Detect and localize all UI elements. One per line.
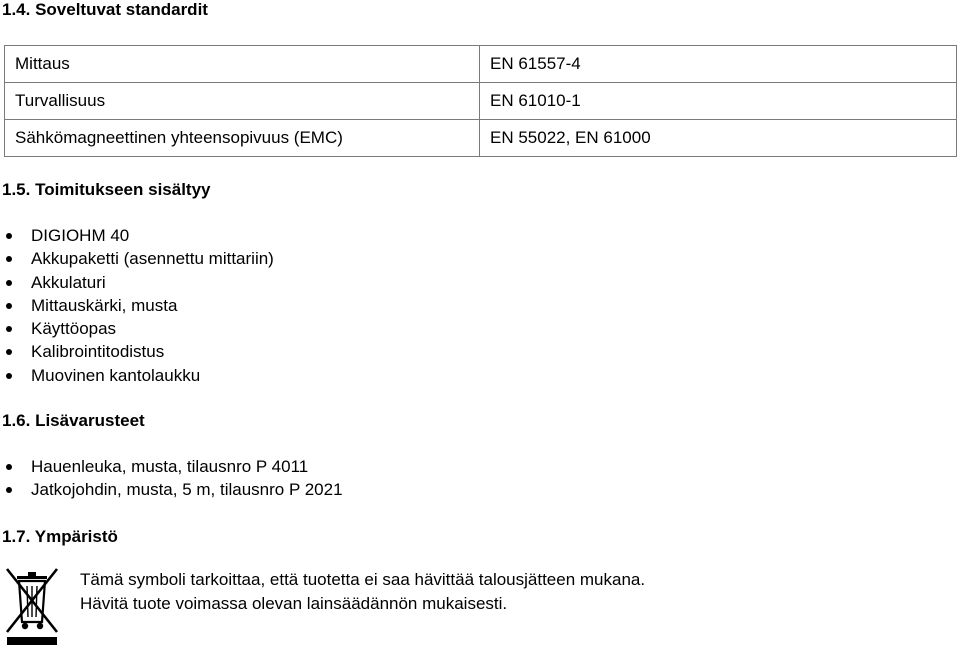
standard-category: Turvallisuus [5,83,480,120]
bullet-icon [6,373,12,379]
bullet-icon [6,487,12,493]
section-heading-accessories: 1.6. Lisävarusteet [2,411,145,430]
standard-category: Mittaus [5,46,480,83]
bullet-icon [6,464,12,470]
list-item [0,271,274,294]
list-item [0,224,274,247]
standard-value: EN 55022, EN 61000 [480,120,957,157]
bullet-icon [6,349,12,355]
list-item [0,317,274,340]
table-row [5,120,957,157]
table-row [5,46,957,83]
section-heading-delivery: 1.5. Toimitukseen sisältyy [2,180,211,199]
list-item-label: Muovinen kantolaukku [31,365,201,385]
environment-line: Hävitä tuote voimassa olevan lainsäädännön mukaisesti. [80,594,508,613]
standard-value: EN 61557-4 [480,46,957,83]
table-row [5,83,957,120]
list-item [0,247,274,270]
list-item-label: Mittauskärki, musta [31,295,178,315]
list-item [0,340,274,363]
list-item-label: Jatkojohdin, musta, 5 m, tilausnro P 2021 [31,480,343,500]
bullet-icon [6,280,12,286]
standards-table [4,45,957,157]
standard-value: EN 61010-1 [480,83,957,120]
accessories-list [0,455,343,502]
list-item-label: DIGIOHM 40 [31,226,130,245]
section-heading-environment: 1.7. Ympäristö [2,527,118,546]
crossed-out-wheelie-bin-icon [3,566,61,646]
list-item-label: Kalibrointitodistus [31,342,165,362]
bullet-icon [6,256,12,262]
bullet-icon [6,233,12,239]
bullet-icon [6,326,12,332]
list-item [0,294,274,317]
list-item [0,478,343,501]
section-heading-standards: 1.4. Soveltuvat standardit [2,0,208,19]
list-item [0,455,343,478]
bullet-icon [6,303,12,309]
list-item [0,364,274,387]
environment-text [80,568,645,616]
list-item-label: Akkupaketti (asennettu mittariin) [31,249,274,269]
delivery-list [0,224,274,387]
list-item-label: Käyttöopas [31,319,117,339]
environment-line: Tämä symboli tarkoittaa, että tuotetta ei saa hävittää talousjätteen mukana. [80,570,646,589]
list-item-label: Akkulaturi [31,272,106,292]
list-item-label: Hauenleuka, musta, tilausnro P 4011 [31,457,309,476]
standard-category: Sähkömagneettinen yhteensopivuus (EMC) [5,120,480,157]
